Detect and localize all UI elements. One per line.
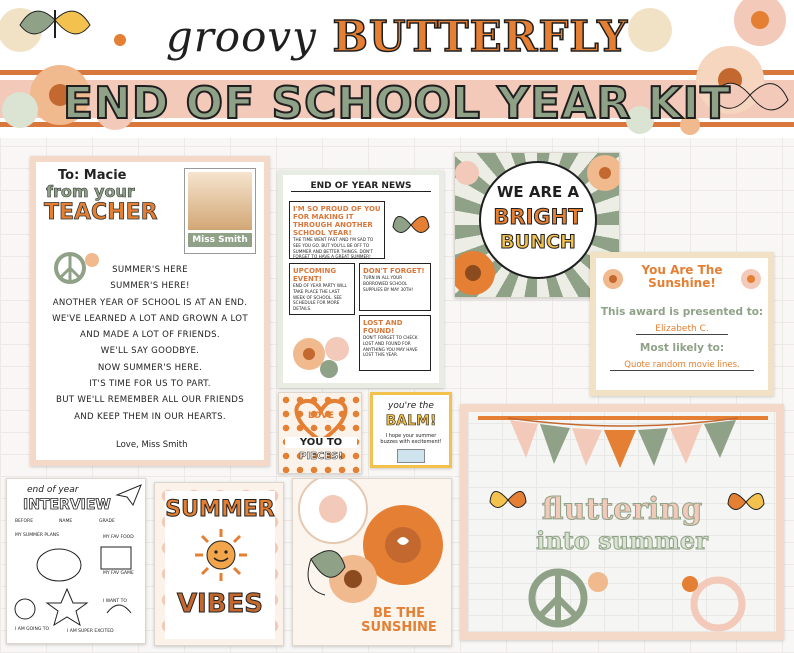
summer-line2: VIBES [176, 589, 264, 619]
interview-label: MY FAV GAME [103, 571, 134, 576]
summer-line1: SUMMER [165, 497, 275, 522]
news-box-title: UPCOMING EVENT! [293, 267, 337, 283]
butterfly-icon [726, 484, 766, 520]
news-box-title: DON'T FORGET! [363, 267, 425, 275]
banner-line2: into summer [536, 526, 708, 555]
news-box-dont-forget [359, 263, 431, 311]
bright-line3: BUNCH [500, 231, 576, 253]
poem-line: SUMMER'S HERE [112, 265, 188, 275]
bulletin-board-card [460, 404, 784, 640]
poem-line: NOW SUMMER'S HERE. [97, 362, 203, 373]
news-title: END OF YEAR NEWS [291, 181, 431, 192]
news-box-body: DON'T FORGET TO CHECK LOST AND FOUND FOR ANYTHING YOU MAY HAVE LOST THIS YEAR. [363, 335, 418, 358]
letter-to: To: Macie [58, 168, 127, 183]
balm-line2: BALM! [385, 413, 437, 429]
balm-line1: you're the [388, 401, 434, 411]
letter-from-your: from your [46, 182, 135, 201]
kit-subtitle: END OF SCHOOL YEAR KIT [62, 78, 732, 129]
interview-line1: end of year [27, 485, 79, 495]
news-box-proud [289, 201, 385, 259]
poem-line: ANOTHER YEAR OF SCHOOL IS AT AN END. [52, 297, 248, 308]
butterfly-icon [391, 205, 431, 245]
interview-label: GRADE [99, 519, 115, 524]
banner-line1: fluttering [541, 492, 703, 527]
interview-label: I AM SUPER EXCITED [67, 629, 114, 634]
summer-vibes-card [154, 482, 284, 646]
sunshine-text [349, 607, 449, 635]
award-flower-left [598, 266, 628, 292]
sunshine-award-card [590, 252, 774, 396]
end-of-year-news-card [278, 170, 444, 388]
love-line1: LOVE [308, 411, 334, 421]
love-you-card [278, 392, 362, 474]
poem-line: SUMMER'S HERE! [110, 281, 190, 292]
news-box-title: LOST AND FOUND! [363, 319, 403, 335]
award-flower-right [736, 266, 766, 292]
letter-poem [46, 262, 254, 425]
smiley-sun-icon [193, 527, 249, 583]
poem-line: AND MADE A LOT OF FRIENDS. [80, 330, 220, 341]
bright-line1: WE ARE A [496, 183, 580, 201]
interview-label: MY FAV FOOD [103, 535, 134, 540]
interview-doodles [7, 539, 146, 629]
interview-label: I WANT TO [103, 599, 127, 604]
kit-title [0, 12, 794, 61]
letter-signoff: Love, Miss Smith [116, 440, 188, 450]
interview-label: BEFORE [15, 519, 34, 524]
award-presented: This award is presented to: [600, 306, 764, 318]
love-line3: PIECES! [299, 451, 343, 462]
love-line2: YOU TO [285, 437, 357, 448]
award-title-line1: You Are The [641, 263, 723, 277]
lip-balm-image [397, 449, 425, 463]
news-box-event [289, 263, 355, 315]
news-box-body: END OF YEAR PARTY WILL TAKE PLACE THE LAST WEEK OF SCHOOL. SEE SCHEDULE FOR MORE DETAILS. [293, 283, 347, 312]
pennant-bunting [508, 416, 738, 476]
kit-title-butterfly: BUTTERFLY [332, 12, 629, 61]
sunshine-florals [293, 479, 452, 609]
paper-plane-icon [115, 483, 143, 507]
interview-card [6, 478, 146, 644]
poem-line: WE'LL SAY GOODBYE. [100, 346, 200, 357]
news-box-title: I'M SO PROUD OF YOU FOR MAKING IT THROUGH ANOTHER SCHOOL YEAR! [293, 205, 381, 237]
poem-line: AND KEEP THEM IN OUR HEARTS. [74, 411, 226, 422]
teacher-photo-frame [184, 168, 256, 254]
kit-title-groovy: groovy [165, 12, 317, 61]
sunshine-line1: BE THE [373, 606, 425, 621]
poem-line: BUT WE'LL REMEMBER ALL OUR FRIENDS [56, 395, 244, 406]
sunshine-line2: SUNSHINE [361, 620, 437, 635]
news-florals [289, 319, 355, 379]
teacher-letter-card [30, 156, 270, 466]
interview-line2: INTERVIEW [23, 497, 111, 513]
peace-sign-icon-right [678, 568, 758, 632]
award-likely: Most likely to: [639, 342, 725, 354]
poem-line: WE'VE LEARNED A LOT AND GROWN A LOT [52, 313, 248, 324]
poem-line: IT'S TIME FOR US TO PART. [89, 379, 211, 390]
teacher-photo [188, 172, 252, 230]
peace-sign-icon [524, 564, 614, 630]
interview-label: MY SUMMER PLANS [15, 533, 60, 538]
award-name: Elizabeth C. [636, 324, 728, 335]
interview-label: I AM GOING TO [15, 627, 50, 632]
letter-teacher: TEACHER [44, 200, 158, 225]
news-box-body: TURN IN ALL YOUR BORROWED SCHOOL SUPPLIES BY MAY 30TH! [363, 275, 414, 292]
award-title-line2: Sunshine! [648, 276, 716, 290]
news-box-lost-found [359, 315, 431, 371]
news-box-body: THE TIME WENT FAST AND I'M SAD TO SEE YOU GO. BUT YOU'LL BE OFF TO SUMMER AND BETTER THINGS. DON'T FORGET TO HAVE A GREAT SUMMER! [293, 237, 374, 260]
balm-body: I hope your summer buzzes with excitement! [380, 433, 442, 445]
be-the-sunshine-card [292, 478, 452, 646]
balm-card [370, 392, 452, 468]
teacher-photo-name: Miss Smith [188, 233, 252, 247]
interview-label: NAME [59, 519, 73, 524]
award-likely-value: Quote random movie lines. [610, 360, 754, 371]
bright-line2: BRIGHT [493, 205, 583, 229]
butterfly-icon [488, 482, 528, 518]
